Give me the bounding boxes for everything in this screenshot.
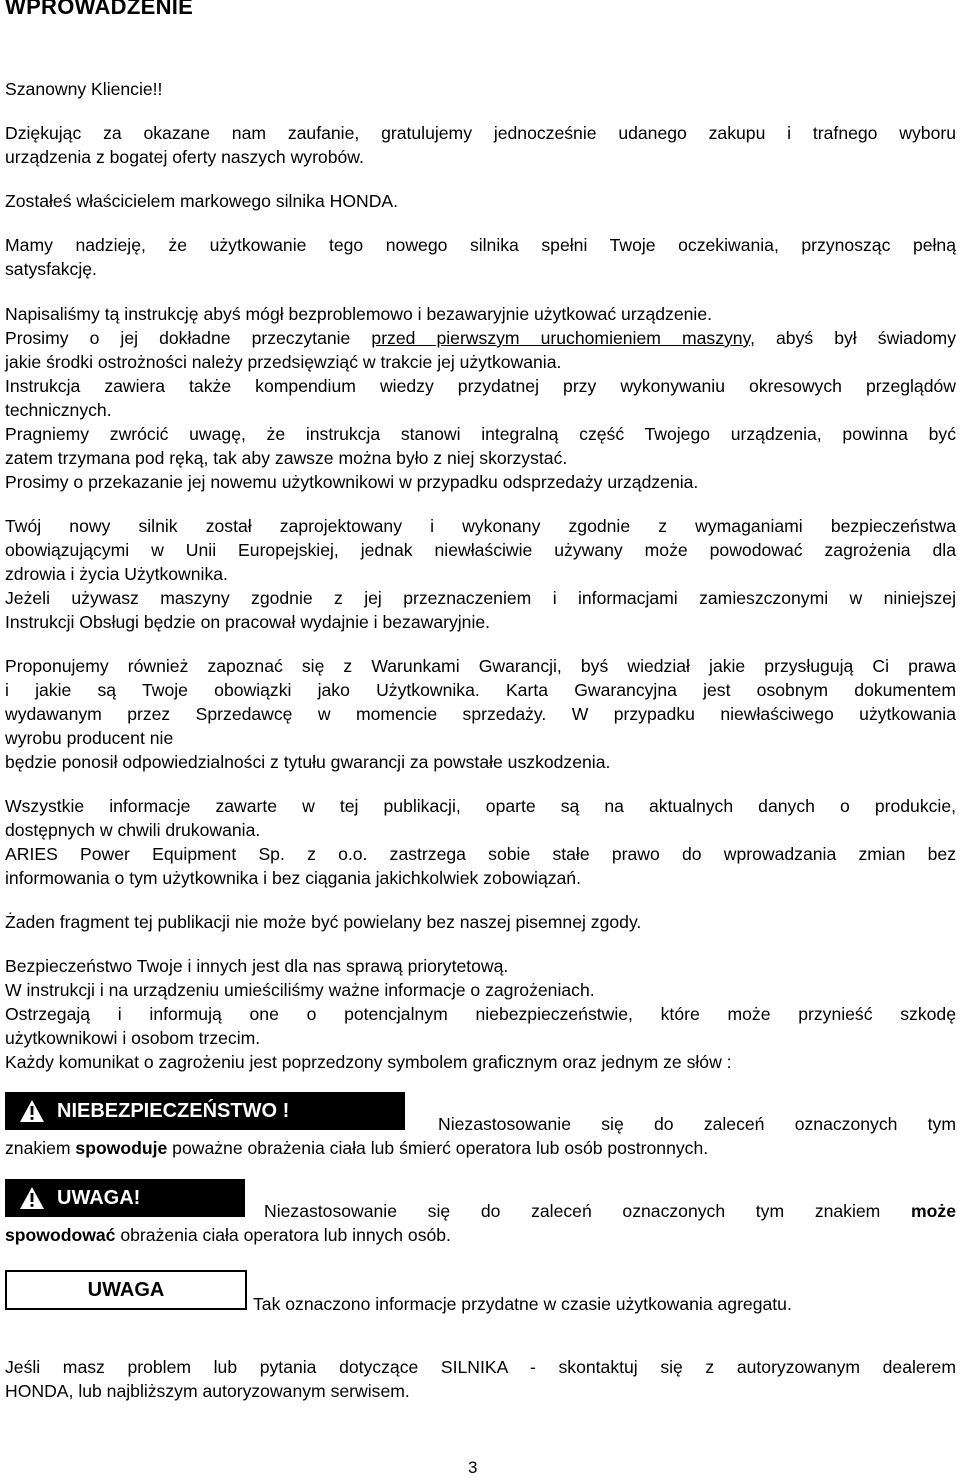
danger-label: NIEBEZPIECZEŃSTWO ! xyxy=(57,1100,290,1122)
danger-banner xyxy=(5,1092,405,1130)
warning-triangle-icon xyxy=(19,1186,45,1210)
paragraph-information: Wszystkie informacje zawarte w tej publikacji, oparte są na aktualnych danych o produkcie, dostępnych w chwili drukowania. xyxy=(5,796,956,840)
paragraph-proper-use: Jeżeli używasz maszyny zgodnie z jej przeznaczeniem i informacjami zamieszczonymi w niniejszej Instrukcji Obsługi będzie on pracował wydajnie i bezawaryjnie. xyxy=(5,588,956,632)
paragraph-compendium: Instrukcja zawiera także kompendium wiedzy przydatnej przy wykonywaniu okresowych przeglądów technicznych. xyxy=(5,376,956,420)
danger-text-line2: znakiem spowoduje poważne obrażenia ciała lub śmierć operatora lub osób postronnych. xyxy=(5,1138,709,1158)
warning-text-line1: Niezastosowanie się do zaleceń oznaczonych tym znakiem może xyxy=(264,1201,956,1221)
paragraph-resale: Prosimy o przekazanie jej nowemu użytkownikowi w przypadku odsprzedaży urządzenia. xyxy=(5,472,699,492)
danger-text-line1: Niezastosowanie się do zaleceń oznaczonych tym xyxy=(438,1114,956,1134)
page-title: WPROWADZENIE xyxy=(5,0,194,19)
paragraph-owner: Zostałeś właścicielem markowego silnika HONDA. xyxy=(5,191,399,211)
paragraph-reserve-rights: ARIES Power Equipment Sp. z o.o. zastrzega sobie stałe prawo do wprowadzania zmian bez informowania o tym użytkownika i bez ciągania jakichkolwiek zobowiązań. xyxy=(5,844,956,888)
paragraph-symbol-intro: Każdy komunikat o zagrożeniu jest poprzedzony symbolem graficznym oraz jednym ze słów : xyxy=(5,1052,732,1072)
notice-text: Tak oznaczono informacje przydatne w czasie użytkowania agregatu. xyxy=(253,1294,792,1314)
paragraph-design: Twój nowy silnik został zaprojektowany i wykonany zgodnie z wymaganiami bezpieczeństwa obowiązującymi w Unii Europejskiej, jednak niewłaściwie używany może powodować zagrożenia dla zdrowia i życia Użytkownika. xyxy=(5,516,956,584)
paragraph-thanks: Dziękując za okazane nam zaufanie, gratulujemy jednocześnie udanego zakupu i trafnego wyboru urządzenia z bogatej oferty naszych wyrobów. xyxy=(5,123,956,167)
paragraph-read: Prosimy o jej dokładne przeczytanie przed pierwszym uruchomieniem maszyny, abyś był świadomy jakie środki ostrożności należy przedsięwziąć w trakcie jej użytkowania. xyxy=(5,328,956,372)
paragraph-hazard-info: W instrukcji i na urządzeniu umieściliśmy ważne informacje o zagrożeniach. xyxy=(5,980,595,1000)
paragraph-written: Napisaliśmy tą instrukcję abyś mógł bezproblemowo i bezawaryjnie użytkować urządzenie. xyxy=(5,304,712,324)
warning-label: UWAGA! xyxy=(57,1187,141,1209)
notice-label: UWAGA xyxy=(87,1279,165,1301)
notice-box xyxy=(5,1270,247,1310)
paragraph-warranty: Proponujemy również zapoznać się z Warunkami Gwarancji, byś wiedział jakie przysługują Ci prawa i jakie są Twoje obowiązki jako Użytkownika. Karta Gwarancyjna jest osobnym dokumentem wydawanym przez Sprzedawcę w momencie sprzedaży. W przypadku niewłaściwego użytkowania wyrobu producent nie będzie ponosił odpowiedzialności z tytułu gwarancji za powstałe uszkodzenia. xyxy=(5,656,956,772)
greeting: Szanowny Kliencie!! xyxy=(5,79,163,99)
paragraph-contact: Jeśli masz problem lub pytania dotyczące SILNIKA - skontaktuj się z autoryzowanym dealerem HONDA, lub najbliższym autoryzowanym serwisem. xyxy=(5,1357,956,1401)
paragraph-copyright: Żaden fragment tej publikacji nie może być powielany bez naszej pisemnej zgody. xyxy=(5,912,642,932)
emphasis-will-cause: spowoduje xyxy=(75,1138,168,1158)
warning-triangle-icon xyxy=(19,1099,45,1123)
paragraph-hope: Mamy nadzieję, że użytkowanie tego nowego silnika spełni Twoje oczekiwania, przynosząc pełną satysfakcję. xyxy=(5,235,956,279)
paragraph-integral: Pragniemy zwrócić uwagę, że instrukcja stanowi integralną część Twojego urządzenia, powinna być zatem trzymana pod ręką, tak aby zawsze można było z niej skorzystać. xyxy=(5,424,956,468)
warning-text-line2: spowodować obrażenia ciała operatora lub innych osób. xyxy=(5,1225,451,1245)
emphasis-may: może xyxy=(911,1201,956,1221)
warning-banner xyxy=(5,1179,245,1217)
underlined-phrase: przed pierwszym uruchomieniem maszyny xyxy=(371,328,751,348)
paragraph-safety: Bezpieczeństwo Twoje i innych jest dla nas sprawą priorytetową. xyxy=(5,956,509,976)
emphasis-may-cause: spowodować xyxy=(5,1225,116,1245)
page-number: 3 xyxy=(468,1458,478,1477)
paragraph-warn-inform: Ostrzegają i informują one o potencjalnym niebezpieczeństwie, które może przynieść szkodę użytkownikowi i osobom trzecim. xyxy=(5,1004,956,1048)
